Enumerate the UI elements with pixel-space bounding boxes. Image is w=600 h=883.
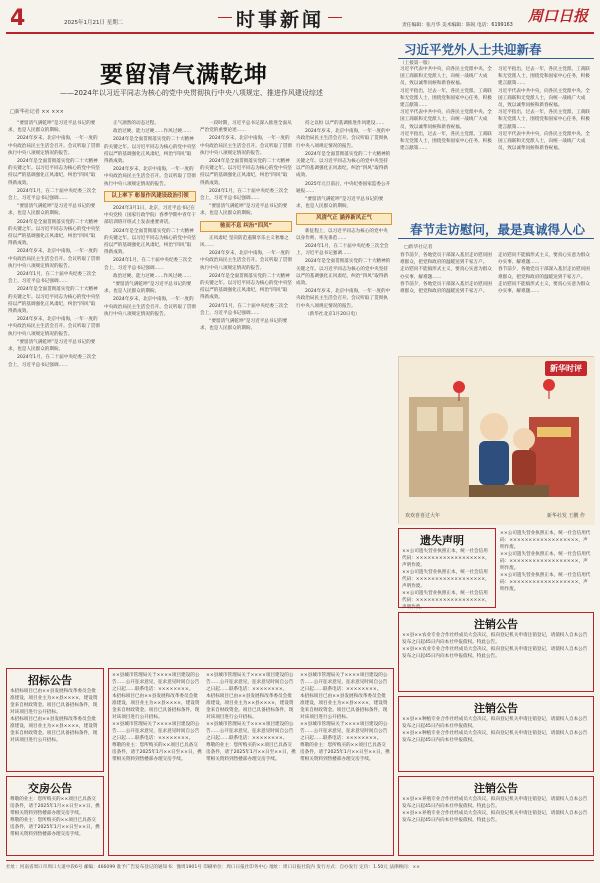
paragraph: 习近平指出，过去一年，各民主党派、工商联和无党派人士，围绕党和国家中心任务，积极建言献策……	[400, 88, 492, 109]
paragraph: ××县××农业专业合作社经成员大会决议，拟向登记机关申请注销登记，请债权人自本公告发布之日起45日内向本社申报债权。特此公告。	[402, 633, 588, 645]
paragraph: 春节前夕，各地党员干部深入基层走访慰问困难群众，把党和政府的温暖送到千家万户。	[400, 253, 492, 266]
paragraph: ××公司遗失营业执照正本，统一社会信用代码：××××××××××××××××××，声明作废。	[500, 573, 591, 592]
paragraph: 2024年岁末，北京中南海，一年一度的中央政治局民主生活会召开。会议听取了贯彻执行中央八项规定情况的报告。	[296, 129, 391, 149]
paragraph: 2024年是全面贯彻落实党的二十大精神的关键之年。以习近平同志为核心的党中央坚持以严的基调强化正风肃纪，纠治“四风”取得新成效。	[104, 137, 196, 165]
section-title: 时事新闻	[236, 9, 325, 31]
paragraph: 新征程上，以习近平同志为核心的党中央以身作则、率先垂范……	[296, 228, 388, 241]
paragraph: 2024年岁末，北京中南海，一年一度的中央政治局民主生活会召开。会议听取了贯彻执行中央八项规定情况的报告。	[8, 249, 100, 269]
paragraph: 2024年是全面贯彻落实党的二十大精神的关键之年。以习近平同志为核心的党中央坚持以严的基调强化正风肃纪，纠治“四风”取得新成效。	[200, 159, 292, 186]
paragraph: ××公司遗失营业执照正本，统一社会信用代码：××××××××××××××××××，声明作废。	[402, 570, 490, 589]
paragraph: ××县城市管理局关于××××项目建设的公告……公开征求意见，征求意见时间自公告之日起……联系电话：××××××××。	[206, 722, 294, 741]
page-header	[6, 4, 594, 34]
paragraph: 2024年是全面贯彻落实党的二十大精神的关键之年。以习近平同志为核心的党中央坚持以严的基调强化正风肃纪，纠治“四风”取得新成效。	[296, 151, 391, 179]
paragraph: 2024年岁末，北京中南海，一年一度的中央政治局民主生活会召开。会议听取了贯彻执行中央八项规定情况的报告。	[200, 251, 292, 271]
paragraph: 2024年1月，在二十届中央纪委三次全会上，习近平总书记强调……	[104, 258, 192, 271]
paragraph: 习近平指出，过去一年，各民主党派、工商联和无党派人士，围绕党和国家中心任务，积极建言献策……	[400, 131, 492, 152]
paragraph: 本招标项目已由××县发展和改革委员会批准建设，项目业主为××县××××，建设资金来自财政资金。项目已具备招标条件，现对该项目进行公开招标。	[112, 694, 200, 720]
paragraph: 2024年是全面贯彻落实党的二十大精神的关键之年。以习近平同志为核心的党中央坚持以严的基调强化正风肃纪，纠治“四风”取得新成效。	[104, 228, 196, 256]
paragraph: （新华社北京1月20日电）	[305, 311, 360, 317]
handover-notice-body	[10, 796, 100, 854]
paragraph: 2025年元旦前后，中央纪委国家监委公开通报……	[296, 181, 391, 194]
paragraph: 习近平指出，过去一年，各民主党派、工商联和无党派人士，围绕党和国家中心任务，积极建言献策……	[498, 110, 590, 130]
paragraph: ××县城市管理局关于××××项目建设的公告……公开征求意见，征求意见时间自公告之日起……联系电话：××××××××。	[206, 673, 294, 692]
paragraph: ××县城市管理局关于××××项目建设的公告……公开征求意见，征求意见时间自公告之日起……联系电话：××××××××。	[112, 673, 200, 692]
paragraph: “要留清气满乾坤”是习近平总书记的要求，也是人民群众的期盼。	[200, 319, 288, 332]
article-column-3	[200, 120, 292, 662]
paragraph: “要留清气满乾坤”是习近平总书记的要求，也是人民群众的期盼。	[200, 204, 288, 217]
paragraph: 持之以恒 以严的基调推进作风建设……	[305, 121, 385, 126]
cancel-notice-1-body	[402, 632, 590, 688]
lost-notice-body	[402, 548, 492, 610]
tender-notice-title: 招标公告	[28, 674, 72, 687]
paragraph: 尊敬的业主：您所购买的××项目已具备交房条件，请于2025年1月××日至××日，携带相关资料到售楼部办理交房手续。	[112, 743, 202, 762]
paragraph: 2024年岁末，北京中南海，一年一度的中央政治局民主生活会召开。会议听取了贯彻执行中央八项规定情况的报告。	[8, 317, 100, 337]
paragraph: 习近平指出，过去一年，各民主党派、工商联和无党派人士，围绕党和国家中心任务，积极建言献策……	[498, 67, 590, 87]
paragraph: 习近平代表中共中央，向各民主党派中央、全国工商联和无党派人士，向统一战线广大成员，致以诚挚问候和新春祝福。	[400, 110, 492, 130]
cancel-notice-1-title: 注销公告	[474, 618, 518, 631]
paragraph: 2024年1月，在二十届中央纪委三次全会上，习近平总书记强调……	[8, 272, 96, 285]
spring-col-2	[498, 252, 592, 352]
paragraph: 正气凛然的动态过程。	[113, 121, 159, 126]
public-notice-col-1	[112, 672, 202, 852]
right-article-col-2	[498, 66, 592, 196]
paragraph: “要留清气满乾坤”是习近平总书记的要求，也是人民群众的期盼。	[296, 197, 384, 210]
paragraph: 政治过硬、能力过硬……作风过硬……	[113, 129, 192, 135]
right-article-col-1	[400, 66, 494, 196]
paragraph: 2024年岁末，北京中南海，一年一度的中央政治局民主生活会召开。会议听取了贯彻执行中央八项规定情况的报告。	[104, 297, 196, 317]
spring-article-title: 春节走访慰问，最是真诚得人心	[410, 222, 586, 237]
cancel-notice-2-body	[402, 716, 590, 768]
paragraph: “要留清气满乾坤”是习近平总书记的要求，也是人民群众的期盼。	[8, 204, 96, 217]
paragraph: “要留清气满乾坤”是习近平总书记的要求，也是人民群众的期盼。	[8, 121, 96, 134]
paragraph: 2024年3月1日，北京，习近平总书记在中央党校（国家行政学院）春季学期中青年干部培训班开班式上发表重要讲话。	[104, 206, 196, 226]
section-banner	[216, 4, 336, 30]
xinhua-commentary-badge: 新华时评	[545, 361, 587, 376]
paragraph: 尊敬的业主：您所购买的××项目已具备交房条件，请于2025年1月××日至××日，携带相关资料到售楼部办理交房手续。	[300, 743, 390, 762]
paragraph: ××县××种植专业合作社经成员大会决议，拟向登记机关申请注销登记，请债权人自本公告发布之日起45日内向本社申报债权。	[402, 731, 588, 743]
spring-col-1	[400, 252, 494, 352]
paragraph: 尊敬的业主：您所购买的××项目已具备交房条件，请于2025年1月××日至××日，携带相关资料到售楼部办理交房手续。	[10, 818, 100, 837]
paragraph: ××县××种植专业合作社经成员大会决议，拟向登记机关申请注销登记，请债权人自本公告发布之日起45日内向本社申报债权。	[402, 717, 588, 729]
paragraph: 2024年是全面贯彻落实党的二十大精神的关键之年。以习近平同志为核心的党中央坚持以严的基调强化正风肃纪，纠治“四风”取得新成效。	[8, 287, 100, 315]
paragraph: 春节前夕，各地党员干部深入基层走访慰问困难群众，把党和政府的温暖送到千家万户。	[498, 267, 590, 280]
cancel-notice-2-title: 注销公告	[474, 702, 518, 715]
paragraph: 尊敬的业主：您所购买的××项目已具备交房条件，请于2025年1月××日至××日，携带相关资料到售楼部办理交房手续。	[206, 743, 296, 762]
paragraph: 政治过硬、能力过硬……作风过硬……	[113, 273, 192, 279]
paragraph: 2024年1月，在二十届中央纪委三次全会上，习近平总书记强调……	[296, 244, 389, 257]
cartoon-credit: 新华社发 王鹏 作	[546, 513, 585, 519]
cartoon-caption: 欢欢喜喜过大年	[405, 513, 441, 519]
issue-date: 2025年1月21日 星期二	[64, 20, 124, 26]
paragraph: 尊敬的业主：您所购买的××项目已具备交房条件，请于2025年1月××日至××日，携带相关资料到售楼部办理交房手续。	[10, 797, 100, 816]
subheading: 以上率下 彰显作风建设政治引领	[104, 191, 196, 202]
paragraph: 习近平代表中共中央，向各民主党派中央、全国工商联和无党派人士，向统一战线广大成员，致以诚挚问候和新春祝福。	[400, 67, 492, 87]
paragraph: 2024年是全面贯彻落实党的二十大精神的关键之年。以习近平同志为核心的党中央坚持以严的基调强化正风肃纪，纠治“四风”取得新成效。	[296, 259, 391, 287]
lost-notice-title: 遗失声明	[420, 534, 464, 547]
paragraph: 2024年1月，在二十届中央纪委三次全会上，习近平总书记强调……	[200, 188, 288, 202]
paragraph: 2024年1月，在二十届中央纪委三次全会上，习近平总书记强调……	[200, 303, 288, 316]
paragraph: 一段时期，习近平总书记深入推进全面从严治党的重要论述……	[200, 121, 292, 134]
editor-credits: 责任编辑：张月华 美术编辑：陈锐 电话：6199163	[402, 23, 513, 28]
paragraph: 2024年是全面贯彻落实党的二十大精神的关键之年。以习近平同志为核心的党中央坚持以严的基调强化正风肃纪，纠治“四风”取得新成效。	[8, 219, 100, 247]
paragraph: ××公司遗失营业执照正本，统一社会信用代码：××××××××××××××××××，声明作废。	[402, 549, 490, 568]
paragraph: 2024年1月，在二十届中央纪委三次全会上，习近平总书记强调……	[8, 188, 96, 202]
paragraph: 2024年岁末，北京中南海，一年一度的中央政治局民主生活会召开。会议听取了贯彻执行中央八项规定情况的报告。	[8, 136, 100, 156]
paragraph: 走访慰问不能搞形式主义，要真心实意为群众办实事、解难题……	[498, 253, 590, 266]
public-notice-col-2	[206, 672, 296, 852]
paragraph: ××县城市管理局关于××××项目建设的公告……公开征求意见，征求意见时间自公告之日起……联系电话：××××××××。	[112, 722, 200, 741]
paragraph: 本招标项目已由××县发展和改革委员会批准建设，项目业主为××县××××，建设资金来自财政资金。项目已具备招标条件，现对该项目进行公开招标。	[10, 689, 98, 715]
paragraph: “要留清气满乾坤”是习近平总书记的要求，也是人民群众的期盼。	[104, 282, 192, 295]
public-notice-col-3	[300, 672, 390, 852]
paragraph: ××县××养殖专业合作社经成员大会决议，拟向登记机关申请注销登记，请债权人自本公告发布之日起45日内向本社申报债权。特此公告。	[402, 811, 588, 823]
tender-notice-body	[10, 688, 100, 770]
divider	[398, 58, 594, 59]
paragraph: ××县××农业专业合作社经成员大会决议，拟向登记机关申请注销登记，请债权人自本公告发布之日起45日内向本社申报债权。特此公告。	[402, 647, 588, 659]
main-subtitle: ——2024年以习近平同志为核心的党中央贯彻执行中央八项规定、推进作风建设综述	[60, 89, 323, 97]
paragraph: ××县××养殖专业合作社经成员大会决议，拟向登记机关申请注销登记，请债权人自本公告发布之日起45日内向本社申报债权。特此公告。	[402, 797, 588, 809]
handover-notice-title: 交房公告	[28, 782, 72, 795]
article-column-4	[296, 120, 392, 662]
paragraph: 正风肃纪 坚决防范遏制享乐主义奢靡之风……	[200, 235, 289, 249]
continued-from: （上接第一版）	[400, 61, 433, 66]
paragraph: 2024年岁末，北京中南海，一年一度的中央政治局民主生活会召开。会议听取了贯彻执行中央八项规定情况的报告。	[200, 136, 292, 156]
paragraph: ××县城市管理局关于××××项目建设的公告……公开征求意见，征求意见时间自公告之日起……联系电话：××××××××。	[300, 722, 388, 741]
paragraph: ××公司遗失营业执照正本，统一社会信用代码：××××××××××××××××××，声明作废。	[500, 531, 591, 550]
main-byline: □新华社记者 ×× ×××	[10, 109, 64, 115]
paragraph: “要留清气满乾坤”是习近平总书记的要求，也是人民群众的期盼。	[8, 339, 96, 353]
banner-line-left	[218, 17, 232, 18]
paragraph: 2024年1月，在二十届中央纪委三次全会上，习近平总书记强调……	[8, 355, 96, 368]
page-number: 4	[10, 6, 26, 31]
divider	[398, 238, 594, 239]
paragraph: 走访慰问不能搞形式主义，要真心实意为群众办实事、解难题……	[400, 267, 492, 280]
spring-byline: □新华社记者	[404, 245, 433, 250]
paragraph: 2024年岁末，北京中南海，一年一度的中央政治局民主生活会召开。会议听取了贯彻执行中央八项规定情况的报告。	[104, 167, 196, 187]
cancel-notice-3-body	[402, 796, 590, 852]
paragraph: 本招标项目已由××县发展和改革委员会批准建设，项目业主为××县××××，建设资金来自财政资金。项目已具备招标条件，现对该项目进行公开招标。	[10, 717, 98, 743]
cartoon-illustration	[399, 357, 595, 525]
paragraph: 春节前夕，各地党员干部深入基层走访慰问困难群众，把党和政府的温暖送到千家万户。	[400, 281, 492, 295]
paragraph: ××县城市管理局关于××××项目建设的公告……公开征求意见，征求意见时间自公告之日起……联系电话：××××××××。	[300, 673, 388, 692]
paragraph: 习近平代表中共中央，向各民主党派中央、全国工商联和无党派人士，向统一战线广大成员，致以诚挚问候和新春祝福。	[498, 88, 590, 109]
editorial-cartoon	[398, 356, 594, 524]
main-headline: 要留清气满乾坤	[100, 61, 268, 88]
paragraph: ××公司遗失营业执照正本，统一社会信用代码：××××××××××××××××××，声明作废。	[500, 552, 591, 571]
paragraph: 2024年是全面贯彻落实党的二十大精神的关键之年。以习近平同志为核心的党中央坚持以严的基调强化正风肃纪，纠治“四风”取得新成效。	[8, 159, 100, 186]
paragraph: ××公司遗失营业执照正本，统一社会信用代码：××××××××××××××××××，声明作废。	[402, 591, 490, 610]
newspaper-logo: 周口日报	[527, 7, 588, 25]
article-column-1	[8, 120, 100, 662]
cancel-notice-3-title: 注销公告	[474, 782, 518, 795]
subheading: 驰而不息 纠治“四风”	[200, 221, 292, 232]
paragraph: 本招标项目已由××县发展和改革委员会批准建设，项目业主为××县××××，建设资金来自财政资金。项目已具备招标条件，现对该项目进行公开招标。	[206, 694, 294, 720]
banner-line-right	[328, 17, 342, 18]
lost-notice-body-2	[500, 530, 592, 608]
paragraph: 2024年岁末，北京中南海，一年一度的中央政治局民主生活会召开。会议听取了贯彻执行中央八项规定情况的报告。	[296, 289, 391, 309]
paragraph: 习近平代表中共中央，向各民主党派中央、全国工商联和无党派人士，向统一战线广大成员，致以诚挚问候和新春祝福。	[498, 131, 590, 152]
right-article-title: 习近平党外人士共迎新春	[404, 42, 542, 57]
paragraph: 2024年是全面贯彻落实党的二十大精神的关键之年。以习近平同志为核心的党中央坚持以严的基调强化正风肃纪，纠治“四风”取得新成效。	[200, 273, 292, 301]
page-footer: 社址：河南省周口市周口大道中段6号 邮编：466099 准予广告发布登记的通知书：豫周1901号 印刷单位：周口日报社印务中心 地址：周口日报社院内 发行方式：自办发行 定价：1.50元 法律顾问：××	[6, 860, 594, 878]
paragraph: 本招标项目已由××县发展和改革委员会批准建设，项目业主为××县××××，建设资金来自财政资金。项目已具备招标条件，现对该项目进行公开招标。	[300, 694, 388, 720]
subheading: 风清气正 涵养新风正气	[296, 213, 392, 224]
paragraph: 走访慰问不能搞形式主义，要真心实意为群众办实事、解难题……	[498, 281, 590, 295]
article-column-2	[104, 120, 196, 662]
